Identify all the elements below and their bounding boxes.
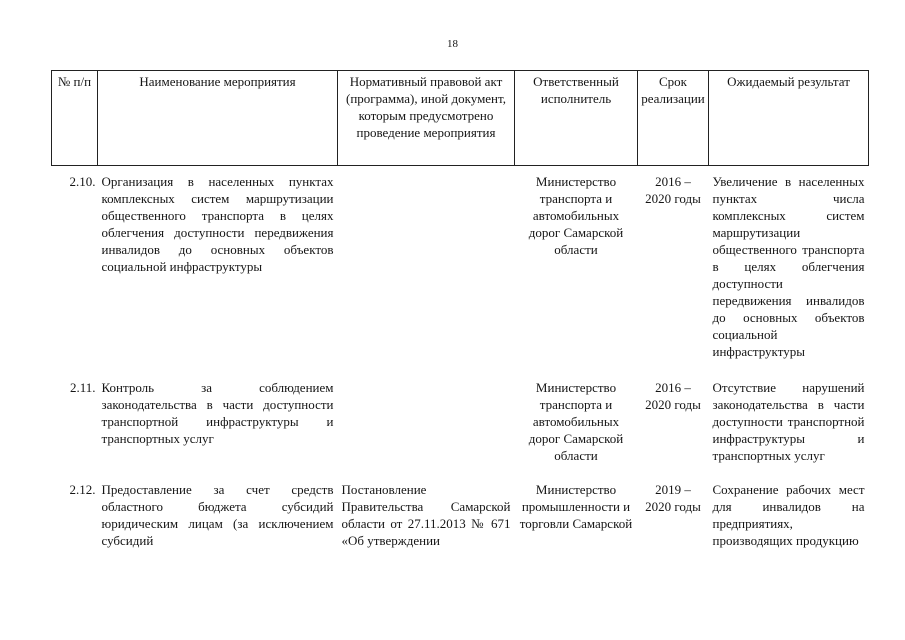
row-num: 2.10. — [69, 174, 96, 189]
row-num: 2.12. — [69, 482, 96, 497]
row-executor: Министерство транспорта и автомобильных дорог Самарской области — [528, 174, 624, 257]
measures-table — [51, 70, 869, 549]
page-number: 18 — [447, 38, 458, 50]
row-result: Увеличение в населенных пунктах числа комплексных систем маршрутизации общественного транспорта в целях облегчения доступности передвижения инвалидов до основных объектов социальной инфраструктуры — [712, 174, 865, 359]
header-num: № п/п — [52, 71, 98, 166]
row-act — [338, 373, 515, 475]
row-num: 2.11. — [69, 380, 96, 395]
row-executor: Министерство промышленности и торговли Самарской — [519, 482, 633, 531]
header-result: Ожидаемый результат — [709, 71, 869, 166]
header-name: Наименование мероприятия — [98, 71, 338, 166]
row-term: 2016 – 2020 годы — [645, 174, 701, 206]
header-term: Срок реализации — [638, 71, 709, 166]
row-executor: Министерство транспорта и автомобильных дорог Самарской области — [528, 380, 624, 463]
table-header-row — [52, 71, 869, 166]
table-row — [52, 373, 869, 475]
row-term: 2019 – 2020 годы — [645, 482, 701, 514]
row-name: Организация в населенных пунктах комплексных систем маршрутизации общественного транспорта в целях облегчения доступности передвижения инвалидов до основных объектов социальной инфраструктуры — [101, 174, 334, 274]
header-executor: Ответственный исполнитель — [515, 71, 638, 166]
row-term: 2016 – 2020 годы — [645, 380, 701, 412]
table-row — [52, 166, 869, 374]
row-result: Отсутствие нарушений законодательства в части доступности транспортной инфраструктуры и транспортных услуг — [712, 380, 865, 463]
header-act: Нормативный правовой акт (программа), иной документ, которым предусмотрено проведение мероприятия — [338, 71, 515, 166]
table-row — [52, 475, 869, 549]
row-result: Сохранение рабочих мест для инвалидов на предприятиях, производящих продукцию — [712, 482, 865, 548]
row-name: Контроль за соблюдением законодательства в части доступности транспортной инфраструктуры и транспортных услуг — [101, 380, 334, 446]
row-name: Предоставление за счет средств областного бюджета субсидий юридическим лицам (за исключением субсидий — [101, 482, 334, 548]
row-act — [338, 166, 515, 374]
row-act: Постановление Правительства Самарской области от 27.11.2013 № 671 «Об утверждении — [341, 482, 511, 548]
